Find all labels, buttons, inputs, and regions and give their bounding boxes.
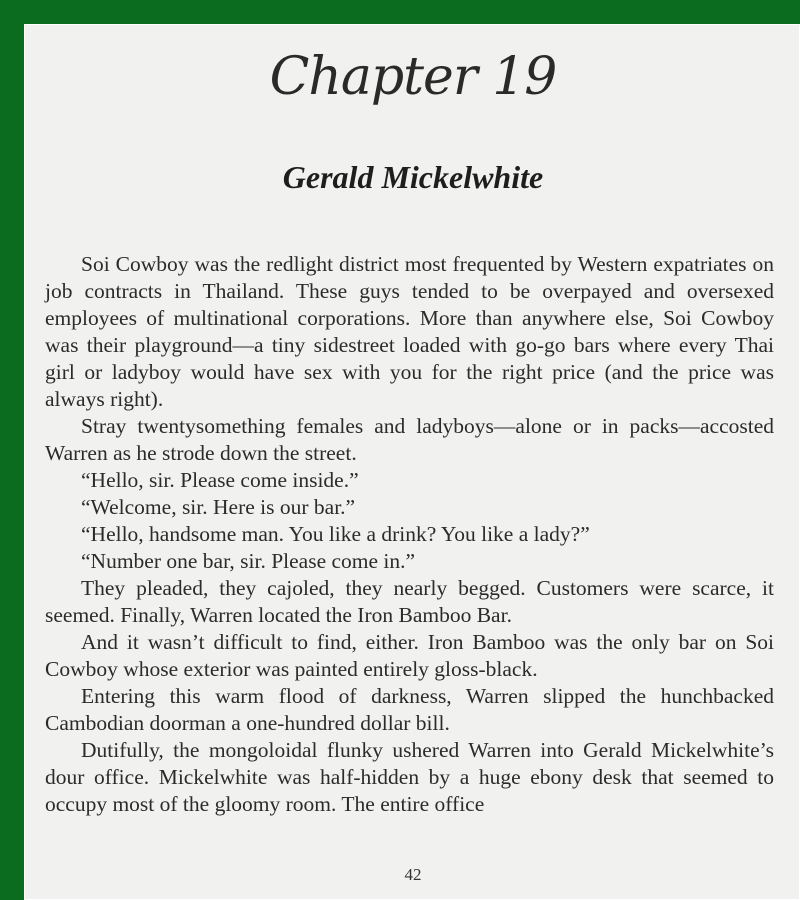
chapter-title: Chapter 19 [269, 47, 557, 107]
paragraph: They pleaded, they cajoled, they nearly begged. Customers were scarce, it seemed. Finally, Warren located the Iron Bamboo Bar. [45, 576, 774, 627]
paragraph: Soi Cowboy was the redlight district most frequented by Western expatriates on job contracts in Thailand. These guys tended to be overpayed and oversexed employees of multinational corporations. More than anywhere else, Soi Cowboy was their playground—a tiny sidestreet loaded with go-go bars where every Thai girl or ladyboy would have sex with you for the right price (and the price was always right). [45, 252, 774, 411]
paragraph: “Hello, sir. Please come inside.” [81, 468, 359, 492]
page-number: 42 [404, 865, 422, 884]
chapter-subtitle: Gerald Mickelwhite [282, 159, 544, 195]
paragraph: “Hello, handsome man. You like a drink? You like a lady?” [81, 522, 590, 546]
paragraph: Stray twentysomething females and ladyboys—alone or in packs—accosted Warren as he strode down the street. [45, 414, 774, 465]
paragraph: “Number one bar, sir. Please come in.” [81, 549, 416, 573]
paragraph: Dutifully, the mongoloidal flunky ushered Warren into Gerald Mickelwhite’s dour office. Mickelwhite was half-hidden by a huge ebony desk that seemed to occupy most of the gloomy room. The entire office [45, 738, 774, 816]
body-text [45, 251, 774, 818]
book-page [24, 24, 800, 900]
paragraph: And it wasn’t difficult to find, either. Iron Bamboo was the only bar on Soi Cowboy whose exterior was painted entirely gloss-black. [45, 630, 774, 681]
paragraph: Entering this warm flood of darkness, Warren slipped the hunchbacked Cambodian doorman a one-hundred dollar bill. [45, 684, 774, 735]
paragraph: “Welcome, sir. Here is our bar.” [81, 495, 356, 519]
